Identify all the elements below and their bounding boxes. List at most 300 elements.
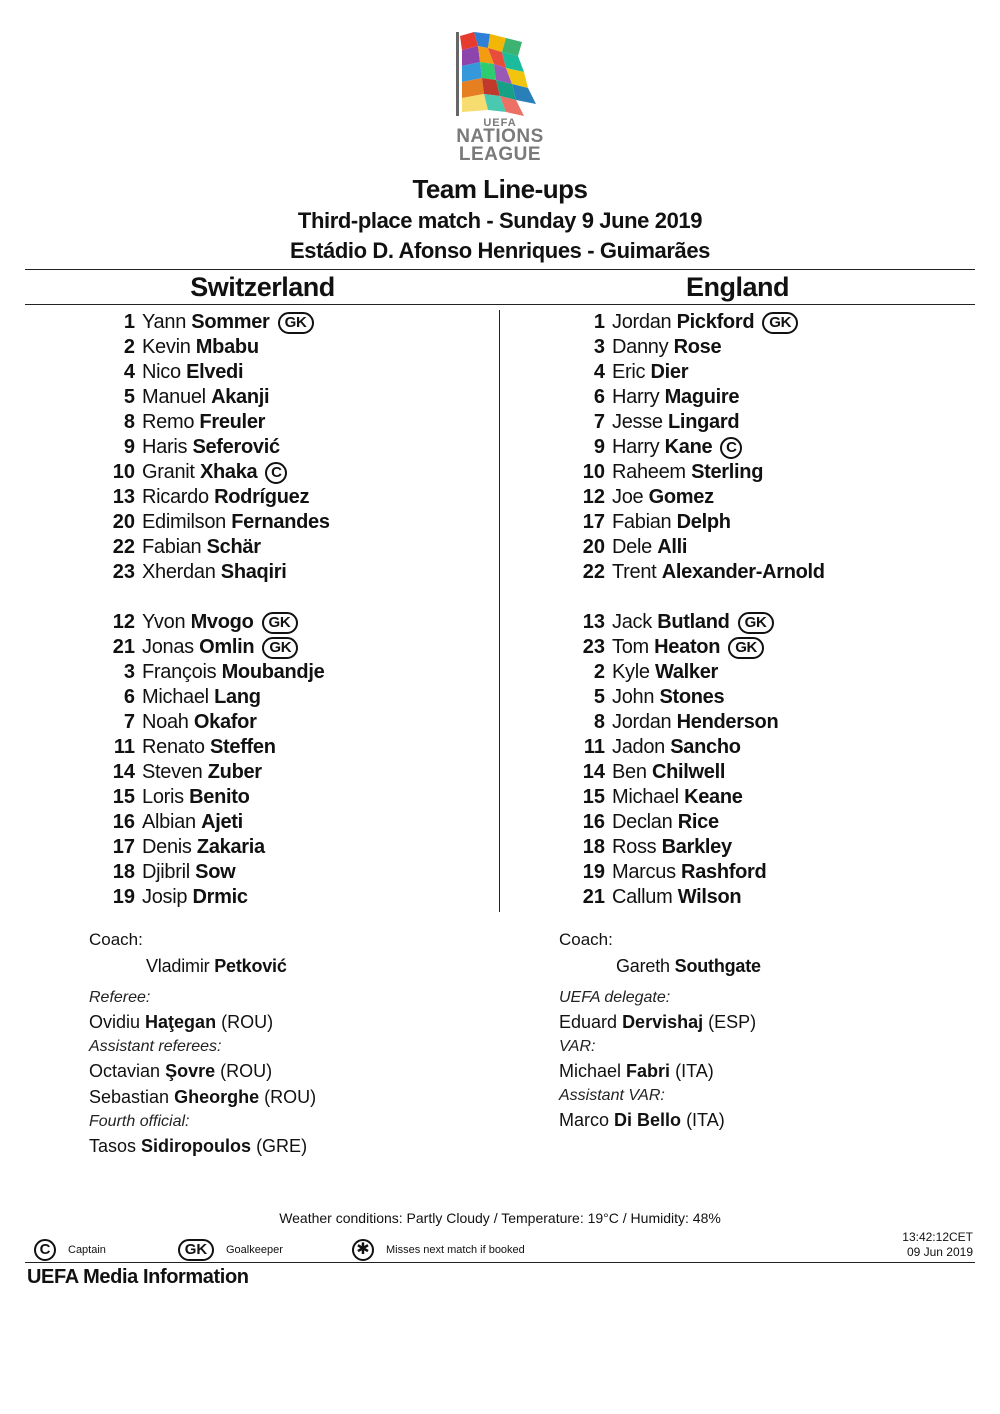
home-player-row	[20, 560, 490, 585]
player-last-name: Drmic	[192, 886, 248, 908]
player-first-name: Steven	[142, 761, 203, 783]
logo-line-3: LEAGUE	[458, 143, 542, 165]
away-player-row	[490, 510, 960, 535]
home-player-row	[20, 535, 490, 560]
home-player-row	[20, 860, 490, 885]
shirt-number: 8	[123, 411, 135, 433]
goalkeeper-icon: GK	[278, 312, 314, 334]
player-name	[612, 560, 825, 585]
away-player-row	[490, 335, 960, 360]
shirt-number: 13	[112, 486, 135, 508]
official-last-name: Dervishaj	[622, 1012, 704, 1032]
player-first-name: Tom	[612, 636, 649, 658]
player-name	[612, 660, 718, 685]
player-name	[142, 360, 243, 385]
player-name	[142, 335, 259, 360]
player-last-name: Sterling	[691, 461, 764, 483]
away-player-row	[490, 535, 960, 560]
official-first-name: Sebastian	[89, 1087, 170, 1107]
player-first-name: Declan	[612, 811, 673, 833]
player-last-name: Lang	[214, 686, 261, 708]
shirt-number: 5	[593, 686, 605, 708]
away-player-row	[490, 760, 960, 785]
home-player-row	[20, 485, 490, 510]
player-first-name: Raheem	[612, 461, 686, 483]
match-info: Third-place match - Sunday 9 June 2019	[297, 208, 703, 233]
player-last-name: Schär	[206, 536, 261, 558]
player-first-name: Yann	[142, 311, 187, 333]
shirt-number: 14	[582, 761, 605, 783]
player-first-name: Djibril	[142, 861, 190, 883]
player-name	[142, 485, 309, 510]
official-first-name: Michael	[559, 1061, 622, 1081]
shirt-number: 16	[582, 811, 605, 833]
captain-icon: C	[34, 1239, 56, 1261]
player-first-name: Ben	[612, 761, 647, 783]
player-first-name: Granit	[142, 461, 195, 483]
player-first-name: François	[142, 661, 217, 683]
player-last-name: Butland	[657, 611, 730, 633]
player-name	[142, 885, 248, 910]
shirt-number: 1	[593, 311, 605, 333]
header-divider-bottom	[25, 304, 975, 305]
away-coach-label: Coach:	[559, 930, 613, 949]
timestamp-date: 09 Jun 2019	[906, 1245, 973, 1259]
legend-goalkeeper-label: Goalkeeper	[226, 1244, 283, 1256]
legend-booked	[352, 1238, 525, 1262]
official-name	[89, 1009, 509, 1035]
shirt-number: 5	[123, 386, 135, 408]
player-name	[612, 335, 721, 360]
player-first-name: Callum	[612, 886, 673, 908]
away-player-row	[490, 710, 960, 735]
away-player-row	[490, 735, 960, 760]
player-last-name: Sancho	[670, 736, 741, 758]
logo-line-1: UEFA	[483, 117, 517, 129]
legend-captain	[34, 1238, 106, 1262]
player-first-name: Edimilson	[142, 511, 226, 533]
player-last-name: Mvogo	[190, 611, 254, 633]
home-player-row	[20, 760, 490, 785]
shirt-number: 19	[112, 886, 135, 908]
uefa-nations-league-logo	[448, 28, 552, 168]
away-coach-first: Gareth	[616, 956, 670, 976]
player-first-name: Renato	[142, 736, 205, 758]
player-last-name: Pickford	[676, 311, 755, 333]
player-name	[612, 785, 743, 810]
player-first-name: Dele	[612, 536, 652, 558]
player-first-name: Kyle	[612, 661, 650, 683]
away-player-row	[490, 385, 960, 410]
away-lineup	[490, 310, 960, 910]
player-last-name: Rice	[677, 811, 719, 833]
officials-left	[89, 986, 509, 1159]
home-player-row	[20, 410, 490, 435]
away-coach-last: Southgate	[674, 956, 761, 976]
shirt-number: 19	[582, 861, 605, 883]
official-first-name: Octavian	[89, 1061, 161, 1081]
player-first-name: Michael	[612, 786, 679, 808]
shirt-number: 15	[582, 786, 605, 808]
player-name	[142, 735, 276, 760]
away-player-row	[490, 560, 960, 585]
player-name	[142, 385, 269, 410]
player-name	[612, 310, 798, 335]
player-first-name: Ricardo	[142, 486, 209, 508]
player-name	[142, 710, 257, 735]
player-name	[612, 735, 741, 760]
home-player-row	[20, 835, 490, 860]
player-name	[612, 460, 763, 485]
away-player-row	[490, 460, 960, 485]
goalkeeper-icon: GK	[178, 1239, 214, 1261]
home-player-row	[20, 435, 490, 460]
official-first-name: Marco	[559, 1110, 610, 1130]
official-nationality: (ESP)	[708, 1012, 757, 1032]
official-role: Fourth official:	[89, 1113, 190, 1130]
player-last-name: Zuber	[207, 761, 262, 783]
home-player-row	[20, 610, 490, 635]
official-first-name: Ovidiu	[89, 1012, 141, 1032]
shirt-number: 10	[582, 461, 605, 483]
home-player-row	[20, 385, 490, 410]
player-first-name: Remo	[142, 411, 195, 433]
home-coach-label: Coach:	[89, 930, 143, 949]
timestamp-time: 13:42:12CET	[902, 1230, 973, 1244]
player-first-name: Jordan	[612, 311, 672, 333]
official-name	[559, 1107, 979, 1133]
player-name	[142, 435, 280, 460]
player-name	[142, 460, 287, 485]
player-last-name: Rashford	[681, 861, 767, 883]
player-last-name: Ajeti	[201, 811, 243, 833]
shirt-number: 1	[123, 311, 135, 333]
official-role: UEFA delegate:	[559, 989, 671, 1006]
player-first-name: Fabian	[142, 536, 202, 558]
player-first-name: Trent	[612, 561, 657, 583]
away-player-row	[490, 635, 960, 660]
player-last-name: Henderson	[676, 711, 779, 733]
player-name	[142, 785, 250, 810]
player-name	[142, 635, 298, 660]
player-first-name: John	[612, 686, 655, 708]
player-first-name: Harry	[612, 436, 660, 458]
player-first-name: Albian	[142, 811, 196, 833]
player-name	[142, 410, 265, 435]
player-name	[612, 760, 725, 785]
shirt-number: 4	[123, 361, 135, 383]
shirt-number: 23	[582, 636, 605, 658]
player-last-name: Alli	[657, 536, 688, 558]
shirt-number: 4	[593, 361, 605, 383]
player-last-name: Alexander-Arnold	[661, 561, 825, 583]
player-name	[612, 410, 739, 435]
home-player-row	[20, 685, 490, 710]
away-player-row	[490, 685, 960, 710]
player-name	[612, 360, 688, 385]
goalkeeper-icon: GK	[262, 612, 298, 634]
substitutes-gap	[490, 585, 960, 610]
away-player-row	[490, 660, 960, 685]
player-first-name: Nico	[142, 361, 181, 383]
home-player-row	[20, 710, 490, 735]
away-player-row	[490, 610, 960, 635]
home-player-row	[20, 510, 490, 535]
official-last-name: Fabri	[626, 1061, 671, 1081]
official-name	[89, 1058, 509, 1084]
player-last-name: Rose	[673, 336, 722, 358]
legend-goalkeeper	[178, 1238, 283, 1262]
home-player-row	[20, 735, 490, 760]
goalkeeper-icon: GK	[762, 312, 798, 334]
player-first-name: Michael	[142, 686, 209, 708]
captain-icon: C	[265, 462, 287, 484]
home-team-name: Switzerland	[190, 272, 335, 302]
shirt-number: 14	[112, 761, 135, 783]
shirt-number: 21	[582, 886, 605, 908]
shirt-number: 8	[593, 711, 605, 733]
player-first-name: Loris	[142, 786, 184, 808]
shirt-number: 3	[123, 661, 135, 683]
player-last-name: Gomez	[648, 486, 714, 508]
legend-booked-label: Misses next match if booked	[386, 1244, 525, 1256]
player-last-name: Maguire	[664, 386, 740, 408]
player-first-name: Jonas	[142, 636, 194, 658]
home-player-row	[20, 335, 490, 360]
player-last-name: Shaqiri	[220, 561, 287, 583]
official-name	[559, 1009, 979, 1035]
home-coach-name	[146, 956, 287, 977]
player-last-name: Barkley	[661, 836, 732, 858]
player-first-name: Ross	[612, 836, 657, 858]
officials-right	[559, 986, 979, 1133]
player-last-name: Okafor	[193, 711, 257, 733]
home-lineup	[20, 310, 490, 910]
player-name	[612, 535, 687, 560]
player-last-name: Dier	[650, 361, 689, 383]
official-last-name: Gheorghe	[174, 1087, 260, 1107]
header-divider-top	[25, 269, 975, 270]
player-first-name: Manuel	[142, 386, 206, 408]
player-name	[612, 685, 724, 710]
timestamp	[902, 1230, 973, 1260]
shirt-number: 6	[123, 686, 135, 708]
player-last-name: Akanji	[211, 386, 270, 408]
away-player-row	[490, 360, 960, 385]
shirt-number: 12	[582, 486, 605, 508]
player-first-name: Jordan	[612, 711, 672, 733]
official-nationality: (ITA)	[675, 1061, 714, 1081]
player-last-name: Freuler	[199, 411, 266, 433]
player-first-name: Joe	[612, 486, 644, 508]
home-player-row	[20, 810, 490, 835]
official-name	[559, 1058, 979, 1084]
shirt-number: 2	[123, 336, 135, 358]
shirt-number: 16	[112, 811, 135, 833]
goalkeeper-icon: GK	[262, 637, 298, 659]
shirt-number: 22	[112, 536, 135, 558]
official-name	[89, 1133, 509, 1159]
away-team-name: England	[686, 272, 789, 302]
player-last-name: Delph	[676, 511, 731, 533]
player-first-name: Xherdan	[142, 561, 216, 583]
shirt-number: 17	[582, 511, 605, 533]
player-first-name: Noah	[142, 711, 189, 733]
legend-captain-label: Captain	[68, 1244, 106, 1256]
home-player-row	[20, 660, 490, 685]
player-last-name: Wilson	[677, 886, 742, 908]
shirt-number: 9	[123, 436, 135, 458]
player-last-name: Sow	[195, 861, 236, 883]
player-name	[142, 685, 261, 710]
player-last-name: Omlin	[199, 636, 255, 658]
away-player-row	[490, 860, 960, 885]
player-name	[142, 510, 330, 535]
player-last-name: Mbabu	[195, 336, 259, 358]
goalkeeper-icon: GK	[738, 612, 774, 634]
player-last-name: Sommer	[191, 311, 270, 333]
official-nationality: (ROU)	[220, 1061, 273, 1081]
shirt-number: 12	[112, 611, 135, 633]
home-player-row	[20, 360, 490, 385]
player-name	[142, 760, 262, 785]
official-last-name: Şovre	[165, 1061, 216, 1081]
player-first-name: Kevin	[142, 336, 191, 358]
shirt-number: 20	[582, 536, 605, 558]
player-last-name: Chilwell	[651, 761, 726, 783]
player-name	[612, 710, 778, 735]
venue-info: Estádio D. Afonso Henriques - Guimarães	[289, 238, 710, 263]
weather-conditions: Weather conditions: Partly Cloudy / Temperature: 19°C / Humidity: 48%	[279, 1210, 721, 1226]
player-name	[612, 510, 731, 535]
player-first-name: Fabian	[612, 511, 672, 533]
player-first-name: Jack	[612, 611, 652, 633]
player-first-name: Harry	[612, 386, 660, 408]
home-player-row	[20, 885, 490, 910]
captain-icon: C	[720, 437, 742, 459]
home-player-row	[20, 635, 490, 660]
player-last-name: Seferović	[192, 436, 280, 458]
away-coach-name	[616, 956, 761, 977]
player-name	[142, 660, 324, 685]
shirt-number: 18	[112, 861, 135, 883]
player-first-name: Denis	[142, 836, 192, 858]
official-role: VAR:	[559, 1038, 596, 1055]
shirt-number: 2	[593, 661, 605, 683]
official-nationality: (ROU)	[221, 1012, 274, 1032]
page-title: Team Line-ups	[412, 174, 588, 204]
shirt-number: 21	[112, 636, 135, 658]
player-first-name: Yvon	[142, 611, 186, 633]
official-last-name: Sidiropoulos	[141, 1136, 252, 1156]
player-name	[612, 635, 764, 660]
shirt-number: 15	[112, 786, 135, 808]
official-nationality: (GRE)	[256, 1136, 308, 1156]
player-last-name: Zakaria	[196, 836, 265, 858]
home-coach-last: Petković	[214, 956, 287, 976]
player-name	[142, 560, 286, 585]
player-name	[142, 610, 298, 635]
official-last-name: Di Bello	[614, 1110, 682, 1130]
player-name	[612, 860, 766, 885]
away-player-row	[490, 885, 960, 910]
player-name	[612, 810, 719, 835]
player-last-name: Lingard	[668, 411, 740, 433]
logo-wordmark	[448, 118, 552, 163]
player-name	[142, 835, 265, 860]
player-last-name: Steffen	[209, 736, 276, 758]
away-player-row	[490, 835, 960, 860]
footer-label: UEFA Media Information	[27, 1266, 249, 1288]
official-role: Assistant VAR:	[559, 1087, 665, 1104]
shirt-number: 18	[582, 836, 605, 858]
logo-line-2: NATIONS	[456, 126, 544, 148]
shirt-number: 17	[112, 836, 135, 858]
player-name	[612, 610, 774, 635]
shirt-number: 11	[113, 736, 135, 758]
player-last-name: Moubandje	[221, 661, 325, 683]
player-name	[612, 435, 742, 460]
away-player-row	[490, 310, 960, 335]
player-name	[612, 835, 732, 860]
official-last-name: Haţegan	[145, 1012, 217, 1032]
player-name	[142, 810, 243, 835]
player-first-name: Danny	[612, 336, 669, 358]
official-first-name: Eduard	[559, 1012, 618, 1032]
player-name	[142, 310, 314, 335]
player-first-name: Haris	[142, 436, 188, 458]
player-last-name: Stones	[659, 686, 725, 708]
away-player-row	[490, 485, 960, 510]
official-nationality: (ITA)	[686, 1110, 725, 1130]
official-role: Assistant referees:	[89, 1038, 222, 1055]
official-first-name: Tasos	[89, 1136, 137, 1156]
home-player-row	[20, 310, 490, 335]
player-first-name: Eric	[612, 361, 646, 383]
player-last-name: Xhaka	[199, 461, 258, 483]
official-role: Referee:	[89, 989, 151, 1006]
player-first-name: Marcus	[612, 861, 676, 883]
player-last-name: Benito	[189, 786, 250, 808]
away-player-row	[490, 410, 960, 435]
footer-divider	[25, 1262, 975, 1263]
shirt-number: 20	[112, 511, 135, 533]
shirt-number: 3	[593, 336, 605, 358]
away-player-row	[490, 785, 960, 810]
official-nationality: (ROU)	[264, 1087, 317, 1107]
shirt-number: 23	[112, 561, 135, 583]
shirt-number: 6	[593, 386, 605, 408]
official-name	[89, 1084, 509, 1110]
player-last-name: Walker	[654, 661, 719, 683]
player-name	[612, 385, 739, 410]
shirt-number: 9	[593, 436, 605, 458]
player-first-name: Jesse	[612, 411, 663, 433]
document-header	[0, 172, 1000, 266]
player-name	[612, 485, 714, 510]
player-name	[612, 885, 741, 910]
away-player-row	[490, 435, 960, 460]
away-player-row	[490, 810, 960, 835]
player-last-name: Kane	[664, 436, 713, 458]
player-last-name: Elvedi	[186, 361, 244, 383]
shirt-number: 10	[112, 461, 135, 483]
shirt-number: 7	[123, 711, 135, 733]
home-coach-first: Vladimir	[146, 956, 210, 976]
shirt-number: 22	[582, 561, 605, 583]
player-name	[142, 860, 235, 885]
shirt-number: 13	[582, 611, 605, 633]
